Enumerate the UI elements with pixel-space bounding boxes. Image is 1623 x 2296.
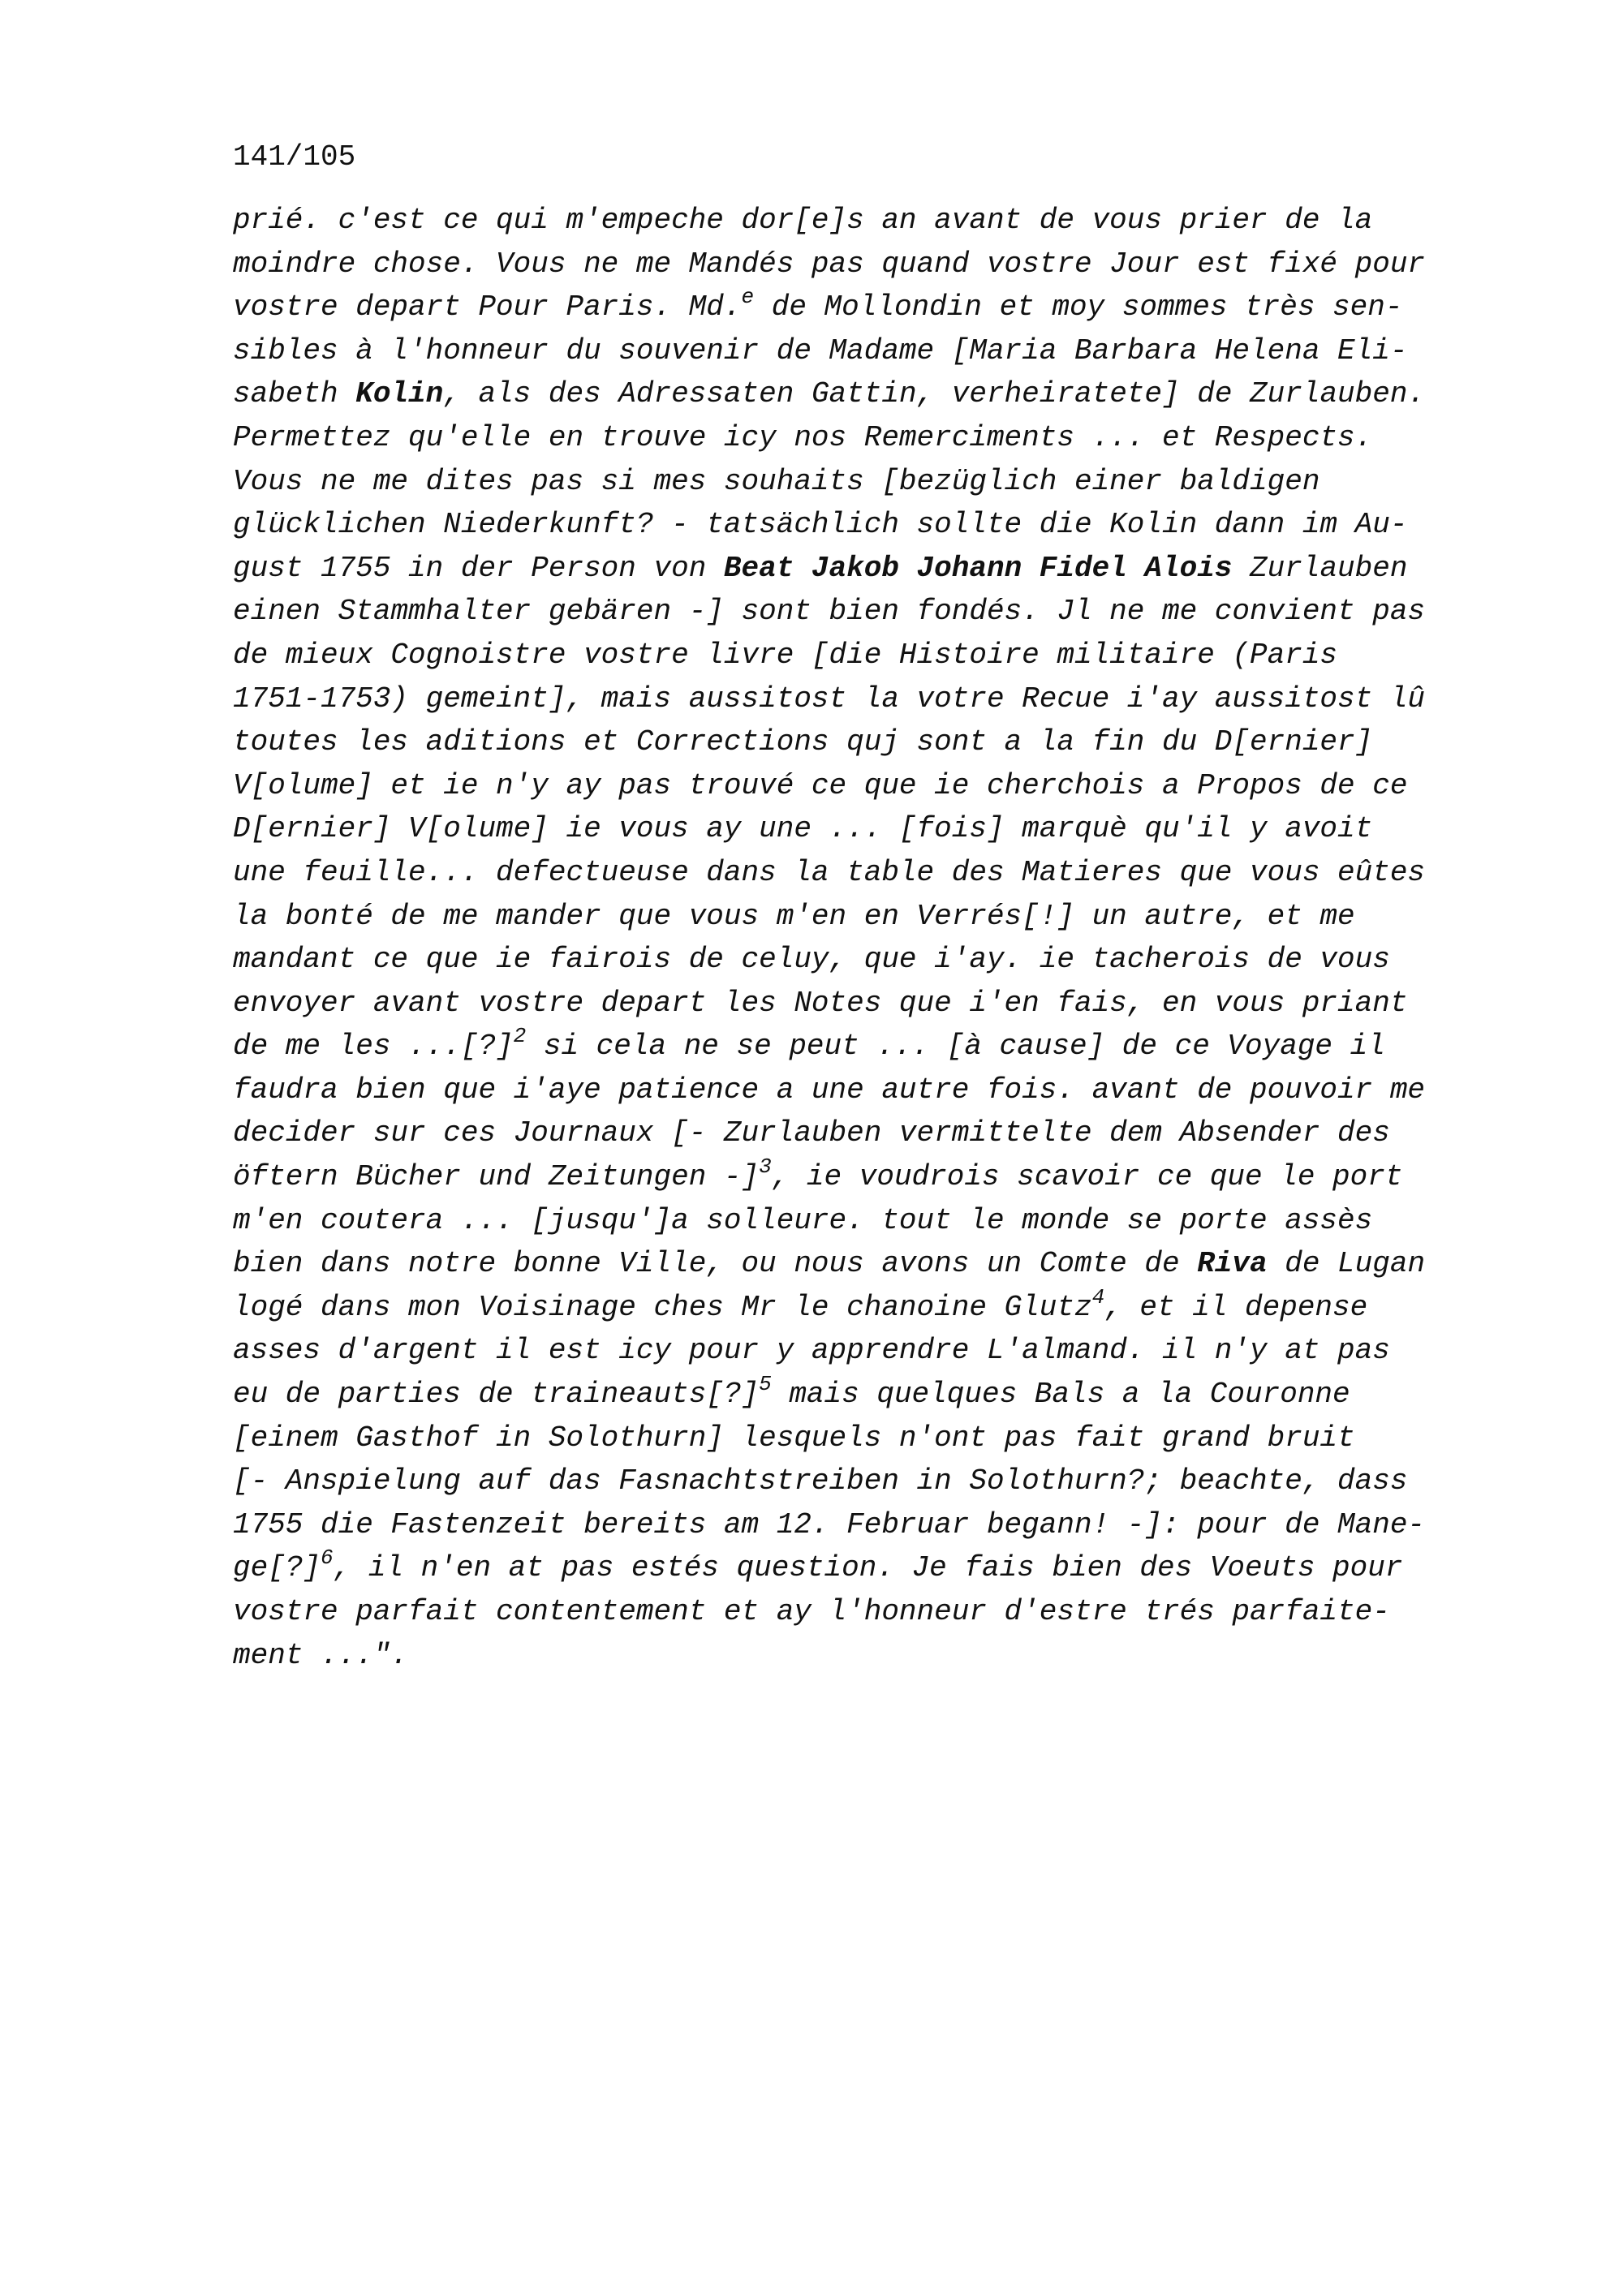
text-line: [233, 416, 1483, 460]
text-line: [233, 503, 1483, 547]
text-line: [233, 590, 1483, 634]
text-run: sabeth: [233, 377, 356, 411]
text-run: mais quelques Bals a la Couronne: [771, 1378, 1350, 1412]
text-line: [233, 1025, 1483, 1068]
text-run: toutes les aditions et Corrections quj sont a la fin du D[ernier]: [233, 725, 1373, 759]
text-run: , il n'en at pas estés question. Je fais bien des Voeuts pour: [333, 1551, 1403, 1585]
text-run: moindre chose. Vous ne me Mandés pas quand vostre Jour est fixé pour: [233, 247, 1426, 281]
text-line: [233, 1155, 1483, 1199]
text-run: Permettez qu'elle en trouve icy nos Remerciments ... et Respects.: [233, 420, 1373, 454]
text-line: [233, 1286, 1483, 1330]
text-line: [233, 460, 1483, 504]
text-line: [233, 1329, 1483, 1373]
text-line: [233, 329, 1483, 373]
text-line: [233, 1111, 1483, 1155]
text-run: vostre parfait contentement et ay l'honneur d'estre trés parfaite-: [233, 1595, 1390, 1628]
text-run: de me les ...[?]: [233, 1030, 514, 1064]
text-line: [233, 1242, 1483, 1286]
text-line: [233, 1460, 1483, 1503]
text-line: [233, 807, 1483, 851]
footnote-marker: 4: [1091, 1284, 1105, 1309]
text-run: vostre depart Pour Paris. Md.: [233, 290, 742, 325]
text-run: eu de parties de traineauts[?]: [233, 1378, 760, 1412]
text-run: logé dans mon Voisinage ches Mr le chanoine Glutz: [233, 1290, 1092, 1324]
text-line: [233, 764, 1483, 808]
text-run: , als des Adressaten Gattin, verheiratete] de Zurlauben.: [443, 377, 1426, 411]
text-run: Vous ne me dites pas si mes souhaits [bezüglich einer baldigen: [233, 464, 1320, 498]
text-line: [233, 1068, 1483, 1112]
page-number: 141/105: [233, 140, 356, 174]
text-line: [233, 1634, 1483, 1678]
footnote-marker: 5: [759, 1372, 772, 1397]
text-run: de mieux Cognoistre vostre livre [die Histoire militaire (Paris: [233, 638, 1338, 672]
text-line: [233, 372, 1483, 416]
text-run: envoyer avant vostre depart les Notes que i'en fais, en vous priant: [233, 986, 1408, 1020]
text-line: [233, 720, 1483, 764]
footnote-marker: e: [741, 285, 755, 310]
text-line: [233, 1590, 1483, 1634]
text-run: asses d'argent il est icy pour y apprendre L'almand. il n'y at pas: [233, 1334, 1390, 1368]
footnote-marker: 3: [759, 1154, 772, 1180]
text-run: decider sur ces Journaux [- Zurlauben vermittelte dem Absender des: [233, 1116, 1390, 1150]
text-run: 1751-1753) gemeint], mais aussitost la votre Recue i'ay aussitost lû: [233, 681, 1426, 716]
text-run: ge[?]: [233, 1551, 321, 1585]
text-run: une feuille... defectueuse dans la table des Matieres que vous eûtes: [233, 855, 1426, 889]
text-run: gust 1755 in der Person von: [233, 551, 724, 585]
text-run: , et il depense: [1104, 1290, 1368, 1324]
text-line: [233, 982, 1483, 1025]
text-run: mandant ce que ie fairois de celuy, que i'ay. ie tacherois de vous: [233, 943, 1390, 977]
text-line: [233, 1373, 1483, 1417]
footnote-marker: 2: [513, 1024, 527, 1049]
text-run: m'en coutera ... [jusqu']a solleure. tout le monde se porte assès: [233, 1203, 1373, 1237]
text-line: [233, 851, 1483, 895]
text-run: öftern Bücher und Zeitungen -]: [233, 1160, 760, 1194]
text-line: [233, 1503, 1483, 1547]
text-run: einen Stammhalter gebären -] sont bien fondés. Jl ne me convient pas: [233, 595, 1426, 629]
bold-name: Beat Jakob Johann Fidel Alois: [723, 551, 1233, 585]
text-run: glücklichen Niederkunft? - tatsächlich sollte die Kolin dann im Au-: [233, 508, 1408, 542]
text-run: de Lugan: [1267, 1247, 1426, 1281]
text-run: bien dans notre bonne Ville, ou nous avons un Comte de: [233, 1247, 1198, 1281]
bold-name: Kolin: [355, 377, 444, 411]
bold-name: Riva: [1197, 1247, 1268, 1281]
text-run: la bonté de me mander que vous m'en en Verrés[!] un autre, et me: [233, 899, 1355, 933]
text-line: [233, 286, 1483, 329]
text-line: [233, 634, 1483, 677]
text-line: [233, 243, 1483, 286]
text-run: si cela ne se peut ... [à cause] de ce Voyage il: [526, 1030, 1385, 1064]
text-run: de Mollondin et moy sommes très sen-: [754, 290, 1403, 325]
text-run: V[olume] et ie n'y ay pas trouvé ce que ie cherchois a Propos de ce: [233, 768, 1408, 802]
text-run: Zurlauben: [1232, 551, 1408, 585]
text-line: [233, 1417, 1483, 1460]
text-run: faudra bien que i'aye patience a une autre fois. avant de pouvoir me: [233, 1073, 1426, 1107]
text-line: [233, 199, 1483, 243]
text-line: [233, 1199, 1483, 1243]
text-line: [233, 677, 1483, 721]
text-line: [233, 1546, 1483, 1590]
text-run: [einem Gasthof in Solothurn] lesquels n'ont pas fait grand bruit: [233, 1421, 1355, 1455]
letter-transcription: [233, 199, 1483, 1677]
text-run: [- Anspielung auf das Fasnachtstreiben in Solothurn?; beachte, dass: [233, 1464, 1408, 1498]
text-run: sibles à l'honneur du souvenir de Madame [Maria Barbara Helena Eli-: [233, 333, 1408, 368]
text-run: ment ...".: [233, 1638, 409, 1672]
text-line: [233, 938, 1483, 982]
text-run: prié. c'est ce qui m'empeche dor[e]s an avant de vous prier de la: [233, 204, 1373, 237]
footnote-marker: 6: [321, 1546, 334, 1571]
text-run: D[ernier] V[olume] ie vous ay une ... [fois] marquè qu'il y avoit: [233, 812, 1373, 846]
text-run: 1755 die Fastenzeit bereits am 12. Februar begann! -]: pour de Mane-: [233, 1507, 1426, 1541]
text-line: [233, 895, 1483, 939]
text-line: [233, 547, 1483, 591]
text-run: , ie voudrois scavoir ce que le port: [771, 1160, 1403, 1194]
